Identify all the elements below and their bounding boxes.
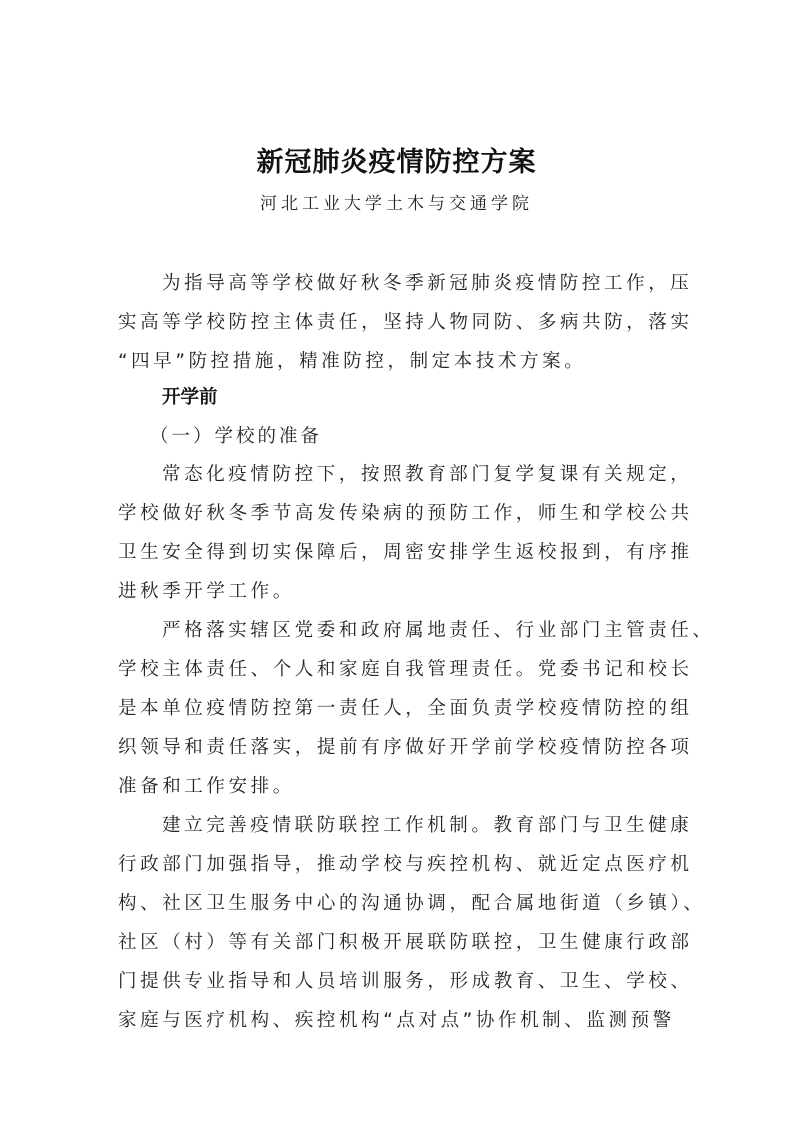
- text-line: 学校做好秋冬季节高发传染病的预防工作，师生和学校公共: [118, 503, 693, 524]
- text-line: 织领导和责任落实，提前有序做好开学前学校疫情防控各项: [118, 737, 693, 758]
- text-line: 门提供专业指导和人员培训服务，形成教育、卫生、学校、: [118, 971, 693, 992]
- section-heading: 开学前: [162, 387, 218, 408]
- text-line: 常态化疫情防控下，按照教育部门复学复课有关规定，: [162, 464, 693, 485]
- text-line: 建立完善疫情联防联控工作机制。教育部门与卫生健康: [162, 815, 693, 836]
- text-line: “四早”防控措施，精准防控，制定本技术方案。: [118, 351, 587, 372]
- text-line: 为指导高等学校做好秋冬季新冠肺炎疫情防控工作，压: [162, 273, 693, 294]
- text-line: 家庭与医疗机构、疾控机构“点对点”协作机制、监测预警: [118, 1010, 675, 1031]
- text-line: 是本单位疫情防控第一责任人，全面负责学校疫情防控的组: [118, 698, 693, 719]
- document-title: 新冠肺炎疫情防控方案: [256, 147, 537, 178]
- document-subtitle: 河北工业大学土木与交通学院: [260, 194, 533, 214]
- text-line: 社区（村）等有关部门积极开展联防联控，卫生健康行政部: [118, 932, 693, 953]
- text-line: 严格落实辖区党委和政府属地责任、行业部门主管责任、: [162, 620, 715, 641]
- text-line: 卫生安全得到切实保障后，周密安排学生返校报到，有序推: [118, 542, 693, 563]
- text-line: 进秋季开学工作。: [118, 581, 295, 602]
- text-line: 构、社区卫生服务中心的沟通协调，配合属地街道（乡镇）、: [118, 893, 706, 914]
- text-line: 实高等学校防控主体责任，坚持人物同防、多病共防，落实: [118, 312, 693, 333]
- subsection-heading: （一）学校的准备: [150, 426, 323, 447]
- text-line: 准备和工作安排。: [118, 776, 295, 797]
- text-line: 行政部门加强指导，推动学校与疾控机构、就近定点医疗机: [118, 854, 693, 875]
- text-line: 学校主体责任、个人和家庭自我管理责任。党委书记和校长: [118, 659, 693, 680]
